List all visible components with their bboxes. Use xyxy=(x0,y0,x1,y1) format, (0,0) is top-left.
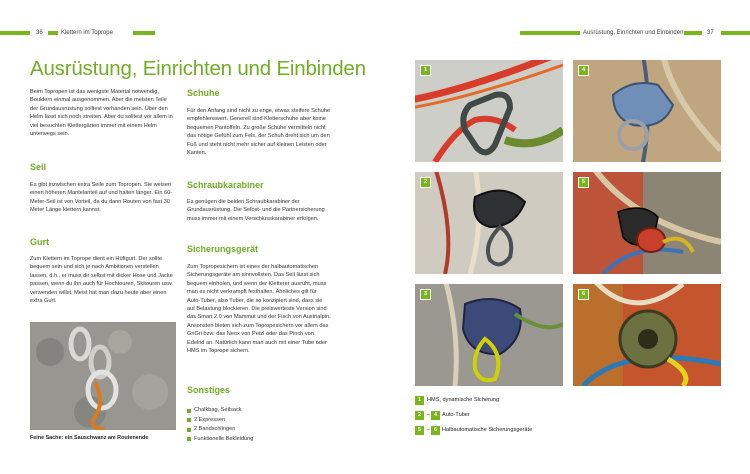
legend-text: Halbautomatische Sicherungsgeräte xyxy=(442,427,533,433)
photo-auto-tuber-4 xyxy=(573,60,721,162)
sonstiges-item: 2 Expressen xyxy=(187,416,317,426)
photo-semi-auto-6 xyxy=(573,284,721,386)
header-bar-left-inner xyxy=(48,31,58,35)
header-bar-right-lead xyxy=(520,31,580,35)
sonstiges-item: 2 Bandschlingen xyxy=(187,425,317,435)
photo-number-badge: 3 xyxy=(420,289,431,300)
seil-heading: Seil xyxy=(30,162,47,172)
schraubkarabiner-text: Es genügen die beiden Schraubkarabiner der Grundausrüstung. Die Selbst- und die Partnersicherung muss immer mit einem Verschlusskarabiner erfolgen. xyxy=(187,199,325,222)
legend-number-badge: 4 xyxy=(431,411,440,420)
legend-number-badge: 2 xyxy=(415,411,424,420)
header-bar-left-outer xyxy=(0,31,30,35)
legend-row-auto-tuber xyxy=(415,411,615,421)
legend-row-hms xyxy=(415,396,615,406)
header-bar-right-outer xyxy=(721,31,750,35)
right-running-title: Ausrüstung, Einrichten und Einbinden xyxy=(583,30,684,36)
photo-semi-auto-5 xyxy=(573,172,721,274)
schuhe-heading: Schuhe xyxy=(187,88,220,98)
legend-number-badge: 1 xyxy=(415,396,424,405)
photo-chain-anchor xyxy=(30,322,176,430)
page-title: Ausrüstung, Einrichten und Einbinden xyxy=(30,57,366,80)
photo-number-badge: 2 xyxy=(420,177,431,188)
legend-dash: – xyxy=(426,427,430,433)
schraubkarabiner-heading: Schraubkarabiner xyxy=(187,180,264,190)
sicherungsgeraet-heading: Sicherungsgerät xyxy=(187,244,259,254)
photo-number-badge: 4 xyxy=(578,65,589,76)
legend-row-semi-auto xyxy=(415,426,635,436)
sonstiges-list xyxy=(187,406,317,444)
photo-number-badge: 1 xyxy=(420,65,431,76)
schuhe-text: Für den Anfang sind nicht zu enge, etwas steifere Schuhe empfehlenswert. Generell sind Kletterschuhe aber keine bequemen Pantoffeln. Zu große Schuhe vermitteln nicht das nötige Gefühl zum Fels, der Schuh dreht sich um den Fuß und steht nicht mehr sicher auf kleinen Leisten oder Kanten. xyxy=(187,108,331,157)
legend-number-badge: 5 xyxy=(415,426,424,435)
seil-text: Es gibt inzwischen extra Seile zum Topropen. Sie weisen einen höheren Mantelanteil auf und halten länger. Ein 60-Meter-Seil ist von Vorteil, da du dann Routen von fast 30 Meter Länge klettern kannst. xyxy=(30,182,173,214)
gurt-text: Zum Klettern im Toprope dient ein Hüftgurt. Der sollte bequem sein und sich je nach Ambitionen verstellen lassen, d.h., er muss dir selbst mit dicker Hose und Jacke passen, wenn du ihn auch für Hochtouren, Skitouren usw. verwenden willst. Meist hat man dazu heute aber einen extra Gurt. xyxy=(30,256,174,305)
header-bar-right-inner xyxy=(684,31,702,35)
left-page-number: 36 xyxy=(36,30,43,36)
photo-auto-tuber-2 xyxy=(415,172,563,274)
photo-number-badge: 6 xyxy=(578,289,589,300)
legend-number-badge: 6 xyxy=(431,426,440,435)
sonstiges-item: Funktionelle Bekleidung xyxy=(187,435,317,445)
photo-auto-tuber-3 xyxy=(415,284,563,386)
sonstiges-heading: Sonstiges xyxy=(187,385,231,395)
intro-text: Beim Topropen ist das wenigste Material notwendig, Bouldern einmal ausgenommen. Aber die meisten Teile der Grundausrüstung solltest vorhanden sein. Über den Helm lässt sich noch streiten. Aber du solltest vor allem in viel besuchten Klettergärten immer mit einem Helm unterwegs sein. xyxy=(30,89,173,138)
photo-caption: Feine Sache: ein Sauschwanz am Routenende xyxy=(30,435,149,441)
gurt-heading: Gurt xyxy=(30,237,49,247)
right-page-number: 37 xyxy=(707,30,714,36)
legend-dash: – xyxy=(426,412,430,418)
sicherungsgeraet-text: Zum Topropesichern ist eines der halbautomatischen Sicherungsgeräte am sinnvollsten. Das Seil lässt sich bequem einholen, und wenn der Kletterer ausruht, muss man es nicht verkrampft festhalten. Ähnliches gilt für Auto-Tuber, also Tuber, die so konzipiert sind, dass sie auf Belastung blockieren. Die preiswerteste Version sind das Smart 2.0 von Mammut und der Fisch von Austrialpin. Ansonsten bieten sich zum Topropesichern vor allem das GriGri bzw. das Neox von Petzl oder das Pinch von Edelrid an. Natürlich kann man auch mit einer Tube oder HMS im Toprope sichern. xyxy=(187,264,331,355)
header-bar-left-tail xyxy=(133,31,155,35)
sonstiges-item: Chalkbag, Seilsack xyxy=(187,406,317,416)
photo-hms xyxy=(415,60,563,162)
left-running-title: Klettern im Toprope xyxy=(61,30,113,36)
legend-text: HMS, dynamische Sicherung xyxy=(427,397,500,403)
photo-number-badge: 5 xyxy=(578,177,589,188)
legend-text: Auto-Tuber xyxy=(442,412,470,418)
